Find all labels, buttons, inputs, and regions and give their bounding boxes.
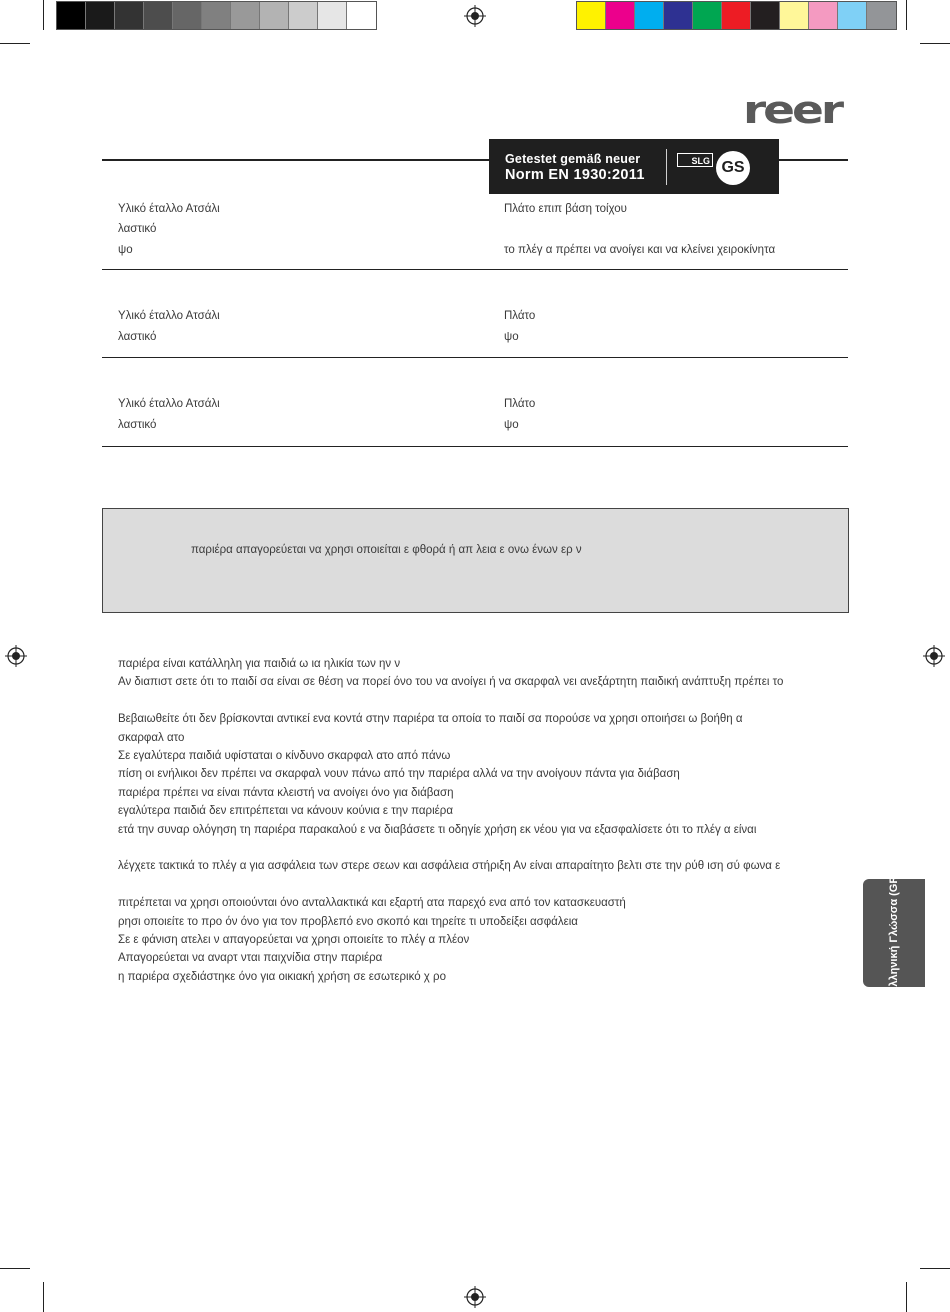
spec-1-right-line-3: το πλέγ α πρέπει να ανοίγει και να κλείνει χειροκίνητα — [504, 244, 776, 256]
spec-2-right-line-1: Πλάτο — [504, 310, 536, 322]
spec-1-right-line-1: Πλάτο επιπ βάση τοίχου — [504, 203, 627, 215]
colour-swatch — [260, 2, 289, 29]
spec-divider — [102, 269, 848, 270]
crop-mark — [43, 1282, 44, 1312]
certification-badge — [489, 139, 779, 194]
instruction-line: πιτρέπεται να χρησι οποιούνται όνο ανταλλακτικά και εξαρτή ατα παρεχό ενα από τον κατασκευαστή — [118, 897, 626, 910]
colour-swatch — [57, 2, 86, 29]
instruction-line: ετά την συναρ ολόγηση τη παριέρα παρακαλού ε να διαβάσετε τι οδηγίε χρήση εκ νέου για να εξασφαλίσετε ότι το πλέγ α είναι — [118, 823, 757, 836]
crop-mark — [920, 1268, 950, 1269]
warning-notice-box — [102, 508, 849, 613]
spec-1-left-line-1: Υλικό έταλλο Ατσάλι — [118, 203, 220, 215]
colour-swatch — [318, 2, 347, 29]
spec-2-left-line-1: Υλικό έταλλο Ατσάλι — [118, 310, 220, 322]
instruction-line: πίση οι ενήλικοι δεν πρέπει να σκαρφαλ νουν πάνω από την παριέρα αλλά να την ανοίγουν πάντα για διάβαση — [118, 768, 680, 781]
spec-1-left-line-2: λαστικό — [118, 223, 157, 235]
colour-swatch — [231, 2, 260, 29]
colour-swatch — [115, 2, 144, 29]
badge-divider — [666, 149, 667, 185]
colour-swatch — [867, 2, 896, 29]
slg-mark-icon: SLG — [677, 153, 713, 167]
language-tab-label: Ελληνική Γλώσσα (GR) — [888, 872, 900, 994]
badge-line-2: Norm EN 1930:2011 — [505, 167, 645, 183]
colour-swatch — [289, 2, 318, 29]
spec-divider — [102, 446, 848, 447]
crop-mark — [906, 1282, 907, 1312]
instruction-line: παριέρα πρέπει να είναι πάντα κλειστή να ανοίγει όνο για διάβαση — [118, 786, 454, 799]
instruction-line: σκαρφαλ ατο — [118, 731, 185, 744]
spec-3-left-line-1: Υλικό έταλλο Ατσάλι — [118, 398, 220, 410]
badge-line-1: Getestet gemäß neuer — [505, 152, 641, 166]
colour-swatch — [577, 2, 606, 29]
instruction-line: Βεβαιωθείτε ότι δεν βρίσκονται αντικεί ενα κοντά στην παριέρα τα οποία το παιδί σα πορούσε να χρησι οποιήσει ω βοήθη α — [118, 713, 743, 726]
colour-swatch — [635, 2, 664, 29]
gs-seal-icon: GS — [716, 151, 750, 185]
colour-swatch — [144, 2, 173, 29]
grayscale-calibration-strip — [56, 1, 377, 30]
colour-swatch — [86, 2, 115, 29]
spec-2-left-line-2: λαστικό — [118, 331, 157, 343]
colour-swatch — [347, 2, 376, 29]
crop-mark — [0, 1268, 30, 1269]
registration-target-icon — [5, 645, 27, 667]
registration-target-icon — [464, 1286, 486, 1308]
colour-swatch — [809, 2, 838, 29]
colour-swatch — [693, 2, 722, 29]
crop-mark — [906, 0, 907, 30]
instruction-line: Σε εγαλύτερα παιδιά υφίσταται ο κίνδυνο σκαρφαλ ατο από πάνω — [118, 750, 451, 762]
colour-swatch — [780, 2, 809, 29]
registration-target-icon — [464, 5, 486, 27]
registration-target-icon — [923, 645, 945, 667]
colour-swatch — [838, 2, 867, 29]
colour-swatch — [173, 2, 202, 29]
spec-3-right-line-2: ψο — [504, 419, 519, 431]
instruction-line: Σε ε φάνιση ατελει ν απαγορεύεται να χρησι οποιείτε το πλέγ α πλέον — [118, 934, 470, 946]
instruction-line: παριέρα είναι κατάλληλη για παιδιά ω ια ηλικία των ην ν — [118, 658, 401, 670]
crop-mark — [0, 43, 30, 44]
crop-mark — [920, 43, 950, 44]
spec-2-right-line-2: ψο — [504, 331, 519, 343]
colour-swatch — [664, 2, 693, 29]
colour-swatch — [606, 2, 635, 29]
instruction-line: λέγχετε τακτικά το πλέγ α για ασφάλεια των στερε σεων και ασφάλεια στήριξη Αν είναι απαραίτητο βελτι στε την ρύθ ιση σύ φωνα ε — [118, 860, 781, 873]
instruction-line: η παριέρα σχεδιάστηκε όνο για οικιακή χρήση σε εσωτερικό χ ρο — [118, 970, 446, 983]
instruction-line: Αν διαπιστ σετε ότι το παιδί σα είναι σε θέση να πορεί όνο του να ανοίγει ή να σκαρφαλ νει ανεξάρτητη παιδική ανάπτυξη πρέπει το — [118, 676, 784, 689]
crop-mark — [43, 0, 44, 30]
spec-divider — [102, 357, 848, 358]
process-colour-calibration-strip — [576, 1, 897, 30]
colour-swatch — [722, 2, 751, 29]
instruction-line: εγαλύτερα παιδιά δεν επιτρέπεται να κάνουν κούνια ε την παριέρα — [118, 805, 453, 818]
colour-swatch — [202, 2, 231, 29]
brand-logo: reer — [742, 87, 842, 133]
language-tab — [863, 872, 925, 994]
colour-swatch — [751, 2, 780, 29]
spec-3-left-line-2: λαστικό — [118, 419, 157, 431]
instruction-line: ρησι οποιείτε το προ όν όνο για τον προβλεπό ενο σκοπό και τηρείτε τι υποδείξει ασφάλεια — [118, 915, 578, 928]
spec-3-right-line-1: Πλάτο — [504, 398, 536, 410]
notice-text: παριέρα απαγορεύεται να χρησι οποιείται ε φθορά ή απ λεια ε ονω ένων ερ ν — [191, 544, 582, 556]
instruction-line: Απαγορεύεται να αναρτ νται παιχνίδια στην παριέρα — [118, 952, 383, 965]
spec-1-left-line-3: ψο — [118, 244, 133, 256]
